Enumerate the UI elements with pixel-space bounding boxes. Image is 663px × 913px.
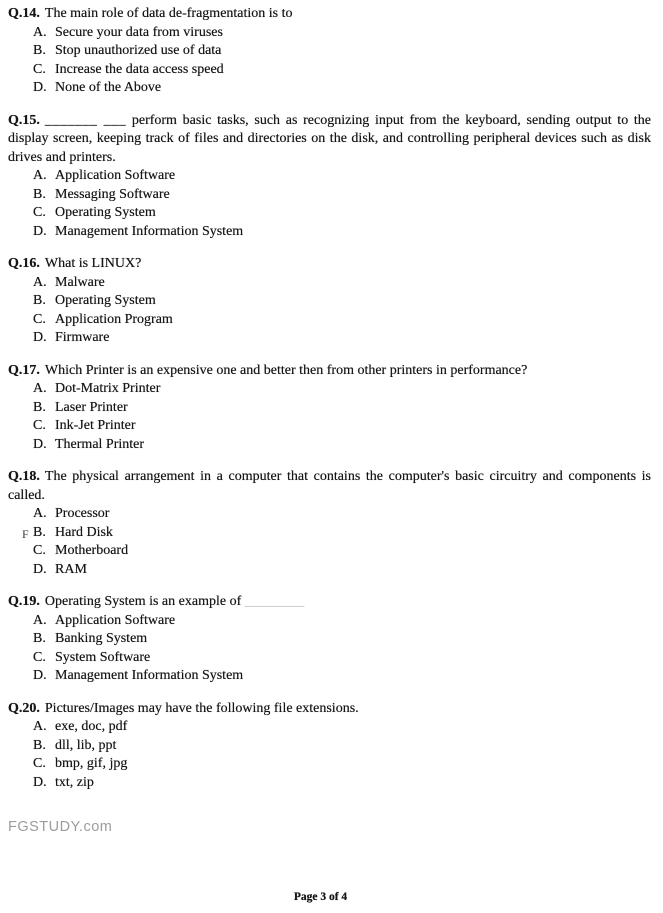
options-list bbox=[8, 718, 651, 792]
option-letter: A. bbox=[33, 719, 47, 734]
option-letter: D. bbox=[33, 330, 47, 345]
questions-area bbox=[8, 5, 651, 837]
question-number: Q.16. bbox=[8, 256, 40, 271]
question-number: Q.20. bbox=[8, 700, 40, 716]
option-letter: A. bbox=[33, 24, 47, 40]
option-text: RAM bbox=[55, 561, 87, 577]
option-text: exe, doc, pdf bbox=[55, 719, 128, 734]
question-block-q17 bbox=[8, 362, 651, 455]
option-letter: B. bbox=[33, 737, 46, 753]
option-text: Dot-Matrix Printer bbox=[55, 381, 161, 396]
option-row bbox=[33, 311, 651, 330]
option-letter: B. bbox=[33, 293, 46, 308]
question-text: Operating System is an example of bbox=[44, 594, 242, 609]
option-letter: C. bbox=[33, 543, 46, 558]
options-list bbox=[8, 24, 651, 98]
option-row bbox=[33, 649, 651, 668]
option-text: None of the Above bbox=[55, 80, 162, 95]
question-block-q14 bbox=[8, 5, 651, 98]
question-text: What is LINUX? bbox=[44, 256, 142, 271]
question-blank: _______ ___ bbox=[44, 112, 127, 128]
option-row bbox=[33, 274, 651, 293]
option-row bbox=[33, 186, 651, 205]
option-letter: C. bbox=[33, 649, 46, 665]
option-text: Processor bbox=[55, 506, 110, 521]
option-text: Operating System bbox=[55, 205, 156, 220]
option-row bbox=[33, 380, 651, 399]
question-line bbox=[8, 593, 651, 612]
option-text: Management Information System bbox=[55, 223, 244, 239]
option-letter: A. bbox=[33, 274, 47, 290]
option-letter: C. bbox=[33, 311, 46, 327]
option-text: Firmware bbox=[55, 330, 110, 345]
option-row bbox=[33, 612, 651, 631]
option-text: Management Information System bbox=[55, 668, 244, 683]
question-block-q19 bbox=[8, 593, 651, 686]
option-row bbox=[33, 436, 651, 455]
option-letter: D. bbox=[33, 80, 47, 95]
option-letter: A. bbox=[33, 612, 47, 628]
option-row bbox=[33, 755, 651, 774]
option-text: txt, zip bbox=[55, 774, 94, 790]
option-letter: C. bbox=[33, 418, 46, 433]
option-letter: C. bbox=[33, 756, 46, 771]
option-text: Hard Disk bbox=[55, 524, 113, 540]
options-list bbox=[8, 274, 651, 348]
option-letter: B. bbox=[33, 524, 46, 540]
option-text: Stop unauthorized use of data bbox=[55, 43, 222, 58]
option-letter: A. bbox=[33, 506, 47, 521]
option-row bbox=[33, 329, 651, 348]
question-number: Q.18. bbox=[8, 469, 40, 484]
option-text: bmp, gif, jpg bbox=[55, 756, 128, 771]
question-number: Q.15. bbox=[8, 112, 40, 128]
option-text: Application Program bbox=[55, 311, 173, 327]
option-letter: C. bbox=[33, 61, 46, 77]
option-letter: A. bbox=[33, 168, 47, 183]
option-row bbox=[33, 292, 651, 311]
option-row bbox=[33, 42, 651, 61]
option-row bbox=[33, 542, 651, 561]
question-blank: ________ bbox=[244, 594, 305, 609]
option-letter: D. bbox=[33, 774, 47, 790]
option-text: Increase the data access speed bbox=[55, 61, 224, 77]
question-line bbox=[8, 468, 651, 505]
option-text: Thermal Printer bbox=[55, 436, 145, 452]
option-letter: D. bbox=[33, 436, 47, 452]
option-text: Operating System bbox=[55, 293, 156, 308]
option-letter: B. bbox=[33, 631, 46, 646]
option-letter: D. bbox=[33, 223, 47, 239]
option-row bbox=[33, 417, 651, 436]
option-letter: A. bbox=[33, 381, 47, 396]
scan-artifact-mark: F bbox=[22, 526, 29, 541]
option-row bbox=[33, 505, 651, 524]
question-block-q15 bbox=[8, 112, 651, 242]
question-text: Which Printer is an expensive one and better then from other printers in performance? bbox=[44, 362, 528, 378]
page-footer: Page 3 of 4 bbox=[293, 891, 348, 903]
option-text: Motherboard bbox=[55, 543, 129, 558]
option-row bbox=[33, 718, 651, 737]
option-text: Malware bbox=[55, 274, 105, 290]
option-letter: D. bbox=[33, 668, 47, 683]
question-line bbox=[8, 700, 651, 719]
option-text: dll, lib, ppt bbox=[55, 737, 117, 753]
option-row bbox=[33, 204, 651, 223]
question-number: Q.19. bbox=[8, 594, 40, 609]
option-row bbox=[33, 737, 651, 756]
options-list bbox=[8, 505, 651, 579]
option-letter: C. bbox=[33, 205, 46, 220]
question-text: Pictures/Images may have the following file extensions. bbox=[44, 700, 359, 716]
option-text: Ink-Jet Printer bbox=[55, 418, 136, 433]
option-row bbox=[33, 667, 651, 686]
question-line bbox=[8, 112, 651, 168]
option-text: Application Software bbox=[55, 612, 176, 628]
option-letter: D. bbox=[33, 561, 47, 577]
option-row bbox=[33, 79, 651, 98]
watermark: FGSTUDY.com bbox=[8, 819, 113, 835]
option-row bbox=[33, 630, 651, 649]
option-row bbox=[22, 524, 651, 543]
option-row bbox=[33, 24, 651, 43]
option-text: System Software bbox=[55, 649, 151, 665]
options-list bbox=[8, 380, 651, 454]
options-list bbox=[8, 612, 651, 686]
option-row bbox=[33, 61, 651, 80]
option-row bbox=[33, 399, 651, 418]
option-text: Application Software bbox=[55, 168, 176, 183]
option-row bbox=[33, 561, 651, 580]
option-letter: B. bbox=[33, 43, 46, 58]
option-text: Messaging Software bbox=[55, 186, 170, 202]
question-text: perform basic tasks, such as recognizing input from the keyboard, sending output to the display screen, keeping track of files and directories on the disk, and controlling peripheral devices such as disk drives and printers. bbox=[8, 112, 652, 165]
question-line bbox=[8, 5, 651, 24]
question-number: Q.14. bbox=[8, 6, 40, 21]
question-number: Q.17. bbox=[8, 362, 40, 378]
option-row bbox=[33, 774, 651, 793]
option-letter: B. bbox=[33, 399, 46, 415]
question-text: The main role of data de-fragmentation is to bbox=[44, 6, 293, 21]
option-text: Laser Printer bbox=[55, 399, 128, 415]
question-block-q20 bbox=[8, 700, 651, 793]
question-line bbox=[8, 255, 651, 274]
option-text: Banking System bbox=[55, 631, 148, 646]
options-list bbox=[8, 167, 651, 241]
question-text: The physical arrangement in a computer that contains the computer's basic circuitry and components is called. bbox=[8, 469, 651, 503]
option-row bbox=[33, 223, 651, 242]
question-line bbox=[8, 362, 651, 381]
question-block-q16 bbox=[8, 255, 651, 348]
option-row bbox=[33, 167, 651, 186]
option-text: Secure your data from viruses bbox=[55, 24, 223, 40]
option-letter: B. bbox=[33, 186, 46, 202]
question-block-q18 bbox=[8, 468, 651, 579]
